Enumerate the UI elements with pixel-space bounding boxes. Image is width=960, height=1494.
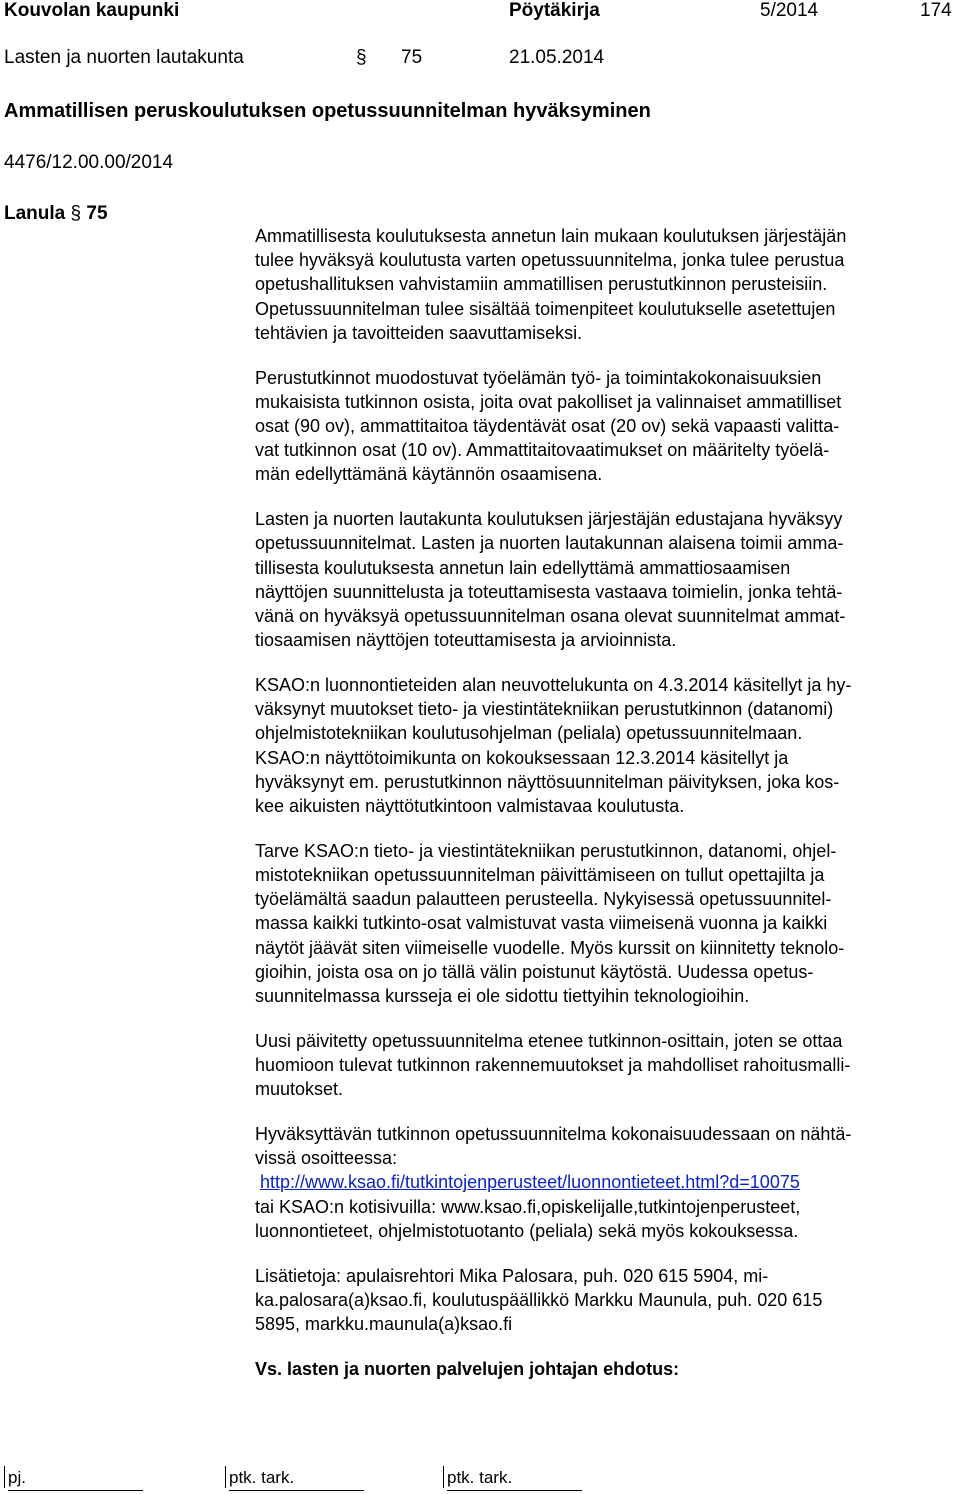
signature-label-examiner-2: ptk. tark. xyxy=(447,1468,582,1491)
paragraph-line: KSAO:n näyttötoimikunta on kokouksessaan 12.3.2014 käsitellyt ja xyxy=(255,747,789,768)
proposal-heading: Vs. lasten ja nuorten palvelujen johtajan ehdotus: xyxy=(255,1358,680,1379)
paragraph-line: tiosaamisen näyttöjen toteuttamisesta ja arvioinnista. xyxy=(255,630,677,651)
section-label-number: 75 xyxy=(86,203,108,224)
paragraph-line: tehtävien ja tavoitteiden saavuttamiseksi. xyxy=(255,322,583,343)
paragraph-line: tai KSAO:n kotisivuilla: www.ksao.fi,opiskelijalle,tutkintojenperusteet, xyxy=(255,1196,801,1217)
meeting-date: 21.05.2014 xyxy=(509,47,605,68)
paragraph-line: Uusi päivitetty opetussuunnitelma etenee tutkinnon-osittain, joten se ottaa xyxy=(255,1030,843,1051)
document-type: Pöytäkirja xyxy=(509,0,600,21)
paragraph-line: huomioon tulevat tutkinnon rakennemuutokset ja mahdolliset rahoitusmalli- xyxy=(255,1055,851,1076)
paragraph-line: näytöt jäävät siten viimeiselle vuodelle. Myös kurssit on kiinnitetty teknolo- xyxy=(255,937,845,958)
body-text xyxy=(255,224,955,1402)
paragraph xyxy=(255,224,955,345)
paragraph-line: osat (90 ov), ammattitaitoa täydentävät osat (20 ov) sekä vapaasti valitta- xyxy=(255,416,840,437)
paragraph-line: KSAO:n luonnontieteiden alan neuvottelukunta on 4.3.2014 käsitellyt ja hy- xyxy=(255,675,852,696)
curriculum-link[interactable]: http://www.ksao.fi/tutkintojenperusteet/luonnontieteet.html?d=10075 xyxy=(260,1172,800,1193)
signature-label-examiner-1: ptk. tark. xyxy=(229,1468,364,1491)
paragraph-line: Lisätietoja: apulaisrehtori Mika Palosara, puh. 020 615 5904, mi- xyxy=(255,1265,769,1286)
footer-divider xyxy=(443,1466,444,1488)
signature-label-chair: pj. xyxy=(8,1468,143,1491)
paragraph-line: mukaisista tutkinnon osista, joita ovat pakolliset ja valinnaiset ammatilliset xyxy=(255,391,842,412)
link-paragraph xyxy=(255,1122,955,1243)
paragraph-line: gioihin, joista osa on jo tällä välin poistunut käytöstä. Uudessa opetus- xyxy=(255,961,814,982)
record-reference: 4476/12.00.00/2014 xyxy=(4,152,174,173)
paragraph-line: massa kaikki tutkinto-osat valmistuvat vasta viimeisenä vuonna ja kaikki xyxy=(255,913,828,934)
contact-paragraph xyxy=(255,1264,955,1337)
paragraph-line: Tarve KSAO:n tieto- ja viestintätekniikan perustutkinnon, datanomi, ohjel- xyxy=(255,840,837,861)
paragraph xyxy=(255,839,955,1008)
paragraph-line: Hyväksyttävän tutkinnon opetussuunnitelma kokonaisuudessaan on nähtä- xyxy=(255,1124,852,1145)
paragraph-line: työelämältä saadun palautteen perusteella. Nykyisessä opetussuunnitel- xyxy=(255,889,832,910)
organization-name: Kouvolan kaupunki xyxy=(4,0,180,21)
curriculum-link-line xyxy=(255,1170,955,1194)
page-title: Ammatillisen peruskoulutuksen opetussuunnitelman hyväksyminen xyxy=(4,100,651,122)
paragraph-line: suunnitelmassa kursseja ei ole sidottu tiettyihin teknologioihin. xyxy=(255,986,750,1007)
section-sign: § xyxy=(356,47,367,68)
page-number: 174 xyxy=(920,0,952,21)
signature-field-examiner-1 xyxy=(229,1468,364,1491)
paragraph xyxy=(255,1029,955,1102)
paragraph-line: män edellyttämänä käytännön osaamisena. xyxy=(255,464,603,485)
paragraph-line: opetushallituksen vahvistamiin ammatillisen perustutkinnon perusteisiin. xyxy=(255,274,828,295)
board-name: Lasten ja nuorten lautakunta xyxy=(4,47,244,68)
paragraph-line: hyväksynyt em. perustutkinnon näyttösuunnitelman päivityksen, joka kos- xyxy=(255,771,840,792)
paragraph-line: Lasten ja nuorten lautakunta koulutuksen järjestäjän edustajana hyväksyy xyxy=(255,509,843,530)
footer-divider xyxy=(4,1466,5,1488)
paragraph-line: Perustutkinnot muodostuvat työelämän työ- ja toimintakokonaisuuksien xyxy=(255,367,822,388)
paragraph-line: ohjelmistotekniikan koulutusohjelman (peliala) opetussuunnitelmaan. xyxy=(255,723,803,744)
paragraph xyxy=(255,673,955,818)
paragraph xyxy=(255,366,955,487)
paragraph-line: näyttöjen suunnittelusta ja toteuttamisesta vastaava toimielin, jonka tehtä- xyxy=(255,581,843,602)
section-label-prefix: Lanula xyxy=(4,203,66,224)
section-number: 75 xyxy=(401,47,423,68)
paragraph-line: tillisesta koulutuksesta annetun lain edellyttämä ammattiosaamisen xyxy=(255,557,791,578)
footer-divider xyxy=(225,1466,226,1488)
paragraph-line: Opetussuunnitelman tulee sisältää toimenpiteet koulutukselle asetettujen xyxy=(255,298,836,319)
paragraph-line: vissä osoitteessa: xyxy=(255,1148,398,1169)
section-label-sign: § xyxy=(70,203,82,224)
paragraph-line: kee aikuisten näyttötutkintoon valmistavaa koulutusta. xyxy=(255,796,685,817)
signature-field-examiner-2 xyxy=(447,1468,582,1491)
signature-field-chair xyxy=(8,1468,143,1491)
paragraph-line: 5895, markku.maunula(a)ksao.fi xyxy=(255,1314,513,1335)
paragraph-line: vat tutkinnon osat (10 ov). Ammattitaitovaatimukset on määritelty työelä- xyxy=(255,440,830,461)
paragraph-line: opetussuunnitelmat. Lasten ja nuorten lautakunnan alaisena toimii amma- xyxy=(255,533,844,554)
paragraph-line: ka.palosara(a)ksao.fi, koulutuspäällikkö Markku Maunula, puh. 020 615 xyxy=(255,1289,823,1310)
paragraph xyxy=(255,507,955,652)
paragraph-line: muutokset. xyxy=(255,1079,344,1100)
paragraph-line: mistotekniikan opetussuunnitelman päivittämiseen on tullut opettajilta ja xyxy=(255,865,825,886)
paragraph-line: tulee hyväksyä koulutusta varten opetussuunnitelma, jonka tulee perustua xyxy=(255,250,845,271)
document-number: 5/2014 xyxy=(760,0,819,21)
paragraph-line: luonnontieteet, ohjelmistotuotanto (peliala) sekä myös kokouksessa. xyxy=(255,1220,799,1241)
paragraph-line: väksynyt muutokset tieto- ja viestintätekniikan perustutkinnon (datanomi) xyxy=(255,699,834,720)
paragraph-line: Ammatillisesta koulutuksesta annetun lain mukaan koulutuksen järjestäjän xyxy=(255,226,847,246)
paragraph-line: vänä on hyväksyä opetussuunnitelman osana olevat suunnitelmat ammat- xyxy=(255,606,846,627)
section-label xyxy=(4,203,108,225)
